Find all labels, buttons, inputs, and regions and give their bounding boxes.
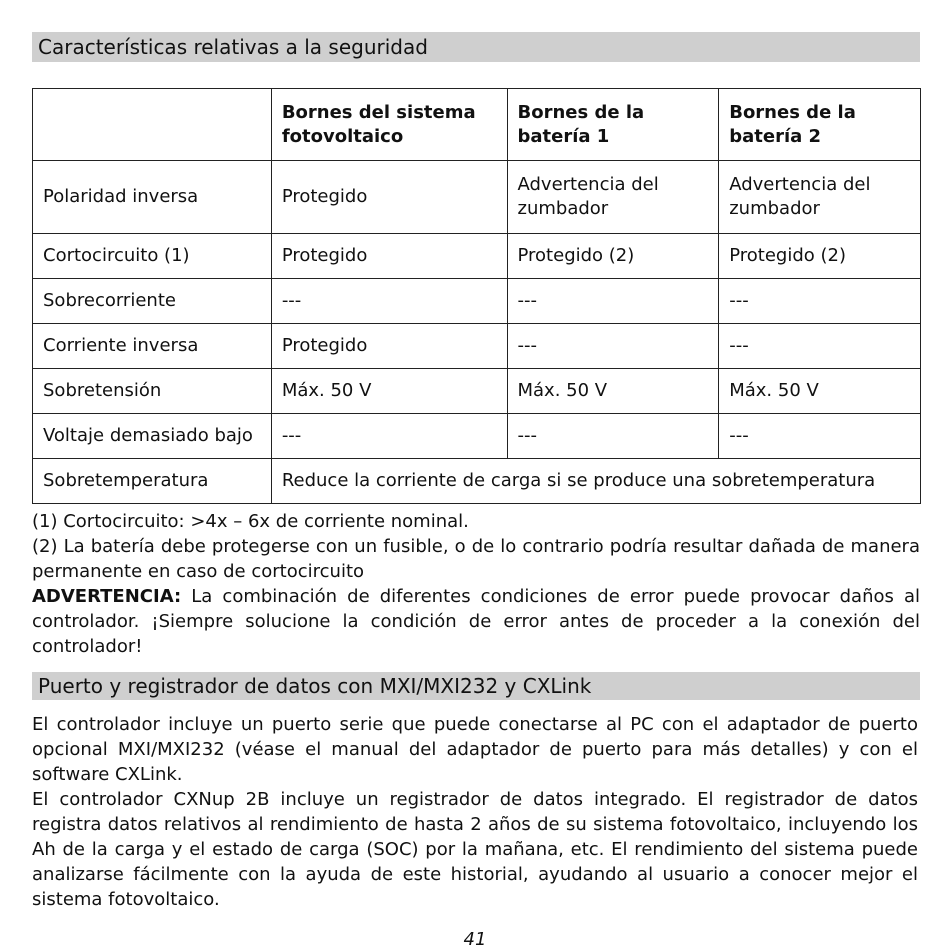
- row-label: Voltaje demasiado bajo: [33, 414, 272, 459]
- cell-pv: ---: [271, 414, 507, 459]
- table-row: [33, 234, 921, 279]
- table-row: [33, 369, 921, 414]
- footnote-2: (2) La batería debe protegerse con un fusible, o de lo contrario podría resultar dañada de manera permanente en caso de cortocircuito: [32, 536, 920, 582]
- cell-merged: Reduce la corriente de carga si se produce una sobretemperatura: [271, 459, 920, 504]
- manual-page: [32, 32, 920, 910]
- cell-battery-1: ---: [507, 414, 719, 459]
- warning-paragraph: [32, 584, 920, 659]
- paragraph-data-logger: El controlador CXNup 2B incluye un registrador de datos integrado. El registrador de datos registra datos relativos al rendimiento de hasta 2 años de su sistema fotovoltaico, incluyendo los Ah de la carga y el estado de carga (SOC) por la mañana, etc. El rendimiento del sistema puede analizarse fácilmente con la ayuda de este historial, ayudando al usuario a conocer mejor el sistema fotovoltaico.: [32, 789, 918, 910]
- cell-battery-2: ---: [719, 324, 921, 369]
- cell-battery-2: Máx. 50 V: [719, 369, 921, 414]
- table-row: [33, 414, 921, 459]
- row-label: Sobretensión: [33, 369, 272, 414]
- table-header-row: [33, 89, 921, 161]
- section-heading-safety: Características relativas a la seguridad: [32, 32, 920, 62]
- table-notes: [32, 509, 920, 659]
- paragraph-serial-port: El controlador incluye un puerto serie que puede conectarse al PC con el adaptador de puerto opcional MXI/MXI232 (véase el manual del adaptador de puerto para más detalles) y con el software CXLink.: [32, 714, 918, 785]
- cell-pv: Protegido: [271, 324, 507, 369]
- cell-pv: Máx. 50 V: [271, 369, 507, 414]
- page-number: 41: [463, 929, 487, 950]
- table-header-battery-1: Bornes de la batería 1: [507, 89, 719, 161]
- warning-text: La combinación de diferentes condiciones de error puede provocar daños al controlador. ¡Siempre solucione la condición de error antes de proceder a la conexión del controlador!: [32, 586, 920, 657]
- row-label: Polaridad inversa: [33, 161, 272, 234]
- cell-battery-1: ---: [507, 279, 719, 324]
- row-label: Corriente inversa: [33, 324, 272, 369]
- table-row: [33, 324, 921, 369]
- cell-battery-1: ---: [507, 324, 719, 369]
- cell-pv: Protegido: [271, 234, 507, 279]
- table-header-pv: Bornes del sistema fotovoltaico: [271, 89, 507, 161]
- table-header-empty: [33, 89, 272, 161]
- cell-battery-2: ---: [719, 414, 921, 459]
- cell-battery-1: Advertencia del zumbador: [507, 161, 719, 234]
- table-row: [33, 279, 921, 324]
- cell-battery-1: Máx. 50 V: [507, 369, 719, 414]
- data-logger-body: [32, 712, 918, 912]
- row-label: Sobrecorriente: [33, 279, 272, 324]
- safety-table: [32, 88, 921, 504]
- section-heading-data-logger: Puerto y registrador de datos con MXI/MXI232 y CXLink: [32, 672, 920, 700]
- row-label: Sobretemperatura: [33, 459, 272, 504]
- table-row: [33, 161, 921, 234]
- footnote-1: (1) Cortocircuito: >4x – 6x de corriente nominal.: [32, 511, 469, 532]
- cell-pv: ---: [271, 279, 507, 324]
- cell-battery-2: Advertencia del zumbador: [719, 161, 921, 234]
- warning-label: ADVERTENCIA:: [32, 586, 182, 607]
- cell-battery-2: ---: [719, 279, 921, 324]
- row-label: Cortocircuito (1): [33, 234, 272, 279]
- table-header-battery-2: Bornes de la batería 2: [719, 89, 921, 161]
- table-row: [33, 459, 921, 504]
- cell-battery-1: Protegido (2): [507, 234, 719, 279]
- cell-pv: Protegido: [271, 161, 507, 234]
- cell-battery-2: Protegido (2): [719, 234, 921, 279]
